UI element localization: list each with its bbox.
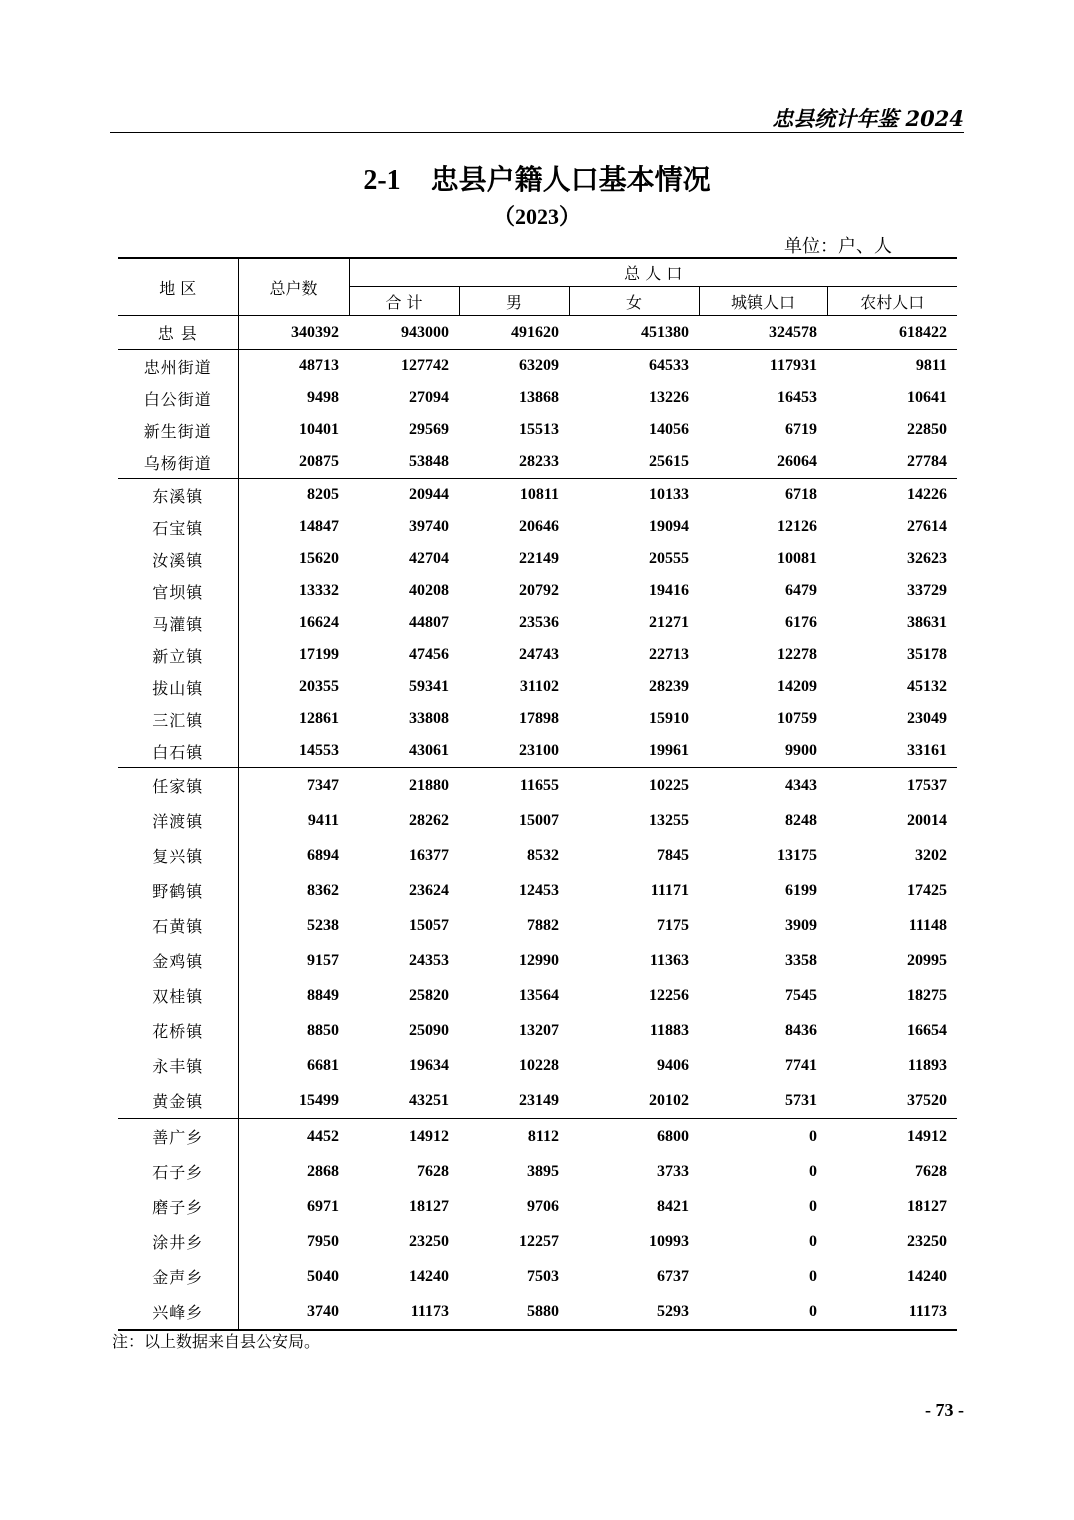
row-area: 金声乡 [118, 1259, 238, 1294]
cell-households: 6971 [307, 1197, 339, 1215]
cell-male: 23100 [459, 735, 569, 768]
cell-rural: 3202 [915, 846, 948, 864]
cell-households: 10401 [299, 421, 339, 438]
header-female: 女 [569, 287, 699, 316]
cell-female: 12256 [649, 986, 689, 1004]
cell-male: 9706 [527, 1197, 559, 1215]
cell-urban: 26064 [699, 446, 827, 479]
cell-male: 8112 [527, 1127, 559, 1145]
row-area: 任家镇 [118, 768, 238, 804]
cell-rural: 37520 [827, 1083, 957, 1119]
cell-total: 33808 [409, 710, 449, 727]
cell-male: 8532 [527, 846, 559, 864]
cell-urban: 16453 [777, 389, 817, 406]
cell-urban: 10081 [777, 550, 817, 567]
cell-households: 9411 [307, 811, 339, 829]
cell-households: 15620 [299, 550, 339, 567]
cell-households: 12861 [299, 710, 339, 727]
row-area: 涂井乡 [118, 1224, 238, 1259]
cell-urban: 4343 [785, 776, 817, 794]
cell-female: 13255 [649, 811, 689, 829]
cell-urban: 0 [809, 1232, 817, 1250]
row-area: 洋渡镇 [118, 803, 238, 838]
cell-female: 20555 [649, 550, 689, 567]
table-row [118, 1294, 957, 1330]
table-row [118, 1189, 957, 1224]
cell-total: 23250 [409, 1232, 449, 1250]
source-note: 注：以上数据来自县公安局。 [112, 1332, 321, 1351]
table-body [118, 316, 957, 1331]
table-row [118, 768, 957, 804]
cell-female: 21271 [649, 614, 689, 631]
cell-urban: 7545 [785, 986, 817, 1004]
cell-urban: 7741 [785, 1056, 817, 1074]
cell-households: 14553 [238, 735, 349, 768]
cell-female: 13226 [649, 389, 689, 406]
cell-urban: 6176 [785, 614, 817, 631]
cell-rural: 33161 [827, 735, 957, 768]
cell-urban: 5731 [699, 1083, 827, 1119]
row-area: 兴峰乡 [118, 1294, 238, 1330]
cell-households: 4452 [307, 1127, 339, 1145]
table-row [118, 607, 957, 639]
cell-urban: 3358 [785, 951, 817, 969]
row-area: 双桂镇 [118, 978, 238, 1013]
cell-rural: 17425 [907, 881, 948, 899]
table-row [118, 1259, 957, 1294]
cell-total: 16377 [409, 846, 449, 864]
cell-female: 11171 [650, 881, 689, 899]
cell-male: 63209 [519, 357, 559, 374]
cell-urban: 0 [699, 1294, 827, 1330]
cell-rural: 18127 [907, 1197, 948, 1215]
cell-male: 10228 [519, 1056, 559, 1074]
row-area: 复兴镇 [118, 838, 238, 873]
cell-female: 28239 [649, 678, 689, 695]
table-row [118, 511, 957, 543]
cell-female: 20102 [569, 1083, 699, 1119]
table-year: （2023） [492, 204, 581, 229]
cell-rural: 23250 [907, 1232, 948, 1250]
cell-male: 12257 [519, 1232, 559, 1250]
cell-households: 8849 [307, 986, 339, 1004]
cell-rural: 9811 [915, 357, 948, 374]
row-area: 忠州街道 [118, 350, 238, 383]
table-row [118, 1083, 957, 1119]
cell-male: 20792 [519, 582, 559, 599]
row-area: 三汇镇 [118, 703, 238, 735]
row-area: 汝溪镇 [118, 543, 238, 575]
cell-male: 5880 [459, 1294, 569, 1330]
cell-total: 14912 [409, 1127, 449, 1145]
cell-female: 6737 [657, 1267, 689, 1285]
cell-female: 7175 [657, 916, 689, 934]
cell-urban: 13175 [777, 846, 817, 864]
cell-female: 11883 [649, 1021, 689, 1039]
cell-rural: 11173 [827, 1294, 957, 1330]
cell-households: 6681 [307, 1056, 339, 1074]
cell-households: 17199 [299, 646, 339, 663]
cell-total: 21880 [409, 776, 449, 794]
table-row [118, 575, 957, 607]
cell-rural: 45132 [907, 678, 948, 695]
cell-male: 7882 [527, 916, 559, 934]
cell-total: 43251 [349, 1083, 459, 1119]
cell-households: 6894 [307, 846, 339, 864]
cell-households: 20355 [299, 678, 339, 695]
cell-female: 5293 [569, 1294, 699, 1330]
table-row [118, 873, 957, 908]
row-area: 金鸡镇 [118, 943, 238, 978]
cell-urban: 6479 [785, 582, 817, 599]
cell-rural: 20014 [907, 811, 948, 829]
cell-female: 451380 [569, 316, 699, 350]
cell-female: 19961 [569, 735, 699, 768]
unit-label: 单位：户、人 [784, 236, 892, 257]
cell-rural: 11148 [908, 916, 948, 934]
cell-households: 2868 [307, 1162, 339, 1180]
table-number: 2-1 [363, 165, 401, 196]
cell-male: 13564 [519, 986, 559, 1004]
cell-total: 53848 [349, 446, 459, 479]
cell-total: 25090 [409, 1021, 449, 1039]
cell-male: 10811 [519, 486, 559, 503]
cell-total: 19634 [409, 1056, 449, 1074]
cell-male: 15513 [519, 421, 559, 438]
cell-male: 12990 [519, 951, 559, 969]
cell-total: 42704 [409, 550, 449, 567]
table-row [118, 414, 957, 446]
cell-female: 14056 [649, 421, 689, 438]
cell-total: 27094 [409, 389, 449, 406]
row-area: 乌杨街道 [118, 446, 238, 479]
row-area: 野鹤镇 [118, 873, 238, 908]
cell-urban: 0 [809, 1162, 817, 1180]
table-row [118, 350, 957, 383]
header-rural: 农村人口 [827, 287, 957, 316]
table-row [118, 908, 957, 943]
cell-rural: 33729 [907, 582, 948, 599]
cell-rural: 14226 [907, 486, 948, 503]
cell-female: 22713 [649, 646, 689, 663]
cell-male: 23536 [519, 614, 559, 631]
cell-urban: 3909 [785, 916, 817, 934]
row-area: 白公街道 [118, 382, 238, 414]
cell-households: 340392 [238, 316, 349, 350]
cell-total: 47456 [409, 646, 449, 663]
table-row [118, 382, 957, 414]
table-row [118, 1224, 957, 1259]
table-row [118, 543, 957, 575]
cell-rural: 18275 [907, 986, 948, 1004]
cell-total: 18127 [409, 1197, 449, 1215]
cell-male: 3895 [527, 1162, 559, 1180]
cell-total: 15057 [409, 916, 449, 934]
cell-male: 11655 [519, 776, 559, 794]
cell-total: 23624 [409, 881, 449, 899]
row-area: 官坝镇 [118, 575, 238, 607]
cell-total: 7628 [417, 1162, 449, 1180]
cell-female: 3733 [657, 1162, 689, 1180]
cell-rural: 27784 [827, 446, 957, 479]
table-row [118, 978, 957, 1013]
header-area: 地 区 [118, 258, 238, 316]
cell-total: 59341 [409, 678, 449, 695]
header-total-population: 总 人 口 [624, 264, 683, 283]
cell-urban: 0 [809, 1267, 817, 1285]
cell-urban: 10759 [777, 710, 817, 727]
table-row [118, 703, 957, 735]
page-number: - 73 - [925, 1400, 964, 1420]
table-row [118, 1154, 957, 1189]
table-row [118, 943, 957, 978]
cell-male: 28233 [459, 446, 569, 479]
cell-female: 10993 [649, 1232, 689, 1250]
table-row [118, 838, 957, 873]
cell-male: 24743 [519, 646, 559, 663]
cell-households: 7347 [307, 776, 339, 794]
cell-female: 7845 [657, 846, 689, 864]
table-row [118, 1048, 957, 1083]
row-area: 石子乡 [118, 1154, 238, 1189]
table-row [118, 639, 957, 671]
row-area: 永丰镇 [118, 1048, 238, 1083]
cell-households: 8205 [307, 486, 339, 503]
cell-rural: 16654 [907, 1021, 948, 1039]
cell-male: 23149 [459, 1083, 569, 1119]
cell-urban: 9900 [699, 735, 827, 768]
cell-rural: 11893 [907, 1056, 948, 1074]
cell-total: 14240 [409, 1267, 449, 1285]
table-row [118, 671, 957, 703]
cell-urban: 14209 [777, 678, 817, 695]
yearbook-title: 忠县统计年鉴 2024 [772, 106, 964, 131]
cell-total: 11173 [349, 1294, 459, 1330]
cell-urban: 0 [809, 1127, 817, 1145]
cell-total: 943000 [349, 316, 459, 350]
cell-households: 48713 [299, 357, 339, 374]
population-table [118, 257, 957, 1331]
row-area: 善广乡 [118, 1119, 238, 1155]
cell-urban: 324578 [699, 316, 827, 350]
header-total: 合 计 [349, 287, 459, 316]
cell-total: 20944 [409, 486, 449, 503]
cell-male: 31102 [519, 678, 559, 695]
cell-male: 22149 [519, 550, 559, 567]
cell-male: 13207 [519, 1021, 559, 1039]
header-rule [110, 132, 964, 133]
table-row [118, 446, 957, 479]
cell-rural: 14912 [907, 1127, 948, 1145]
cell-households: 20875 [238, 446, 349, 479]
cell-rural: 38631 [907, 614, 948, 631]
cell-rural: 618422 [827, 316, 957, 350]
cell-female: 11363 [649, 951, 689, 969]
cell-rural: 23049 [907, 710, 948, 727]
cell-male: 12453 [519, 881, 559, 899]
table-row [118, 1013, 957, 1048]
cell-female: 64533 [649, 357, 689, 374]
cell-rural: 27614 [907, 518, 948, 535]
cell-total: 43061 [349, 735, 459, 768]
cell-rural: 10641 [907, 389, 948, 406]
cell-urban: 0 [809, 1197, 817, 1215]
table-row [118, 479, 957, 512]
cell-total: 29569 [409, 421, 449, 438]
cell-households: 8850 [307, 1021, 339, 1039]
cell-female: 15910 [649, 710, 689, 727]
cell-total: 40208 [409, 582, 449, 599]
cell-total: 28262 [409, 811, 449, 829]
header-male: 男 [459, 287, 569, 316]
row-area: 马灌镇 [118, 607, 238, 639]
row-area: 石黄镇 [118, 908, 238, 943]
cell-total: 44807 [409, 614, 449, 631]
cell-male: 15007 [519, 811, 559, 829]
cell-households: 5238 [307, 916, 339, 934]
table-row [118, 316, 957, 350]
header-urban: 城镇人口 [699, 287, 827, 316]
cell-urban: 8248 [785, 811, 817, 829]
cell-male: 491620 [459, 316, 569, 350]
cell-female: 25615 [569, 446, 699, 479]
cell-female: 8421 [657, 1197, 689, 1215]
cell-female: 9406 [657, 1056, 689, 1074]
cell-urban: 12126 [777, 518, 817, 535]
row-area: 新立镇 [118, 639, 238, 671]
cell-urban: 6719 [785, 421, 817, 438]
cell-total: 127742 [401, 357, 449, 374]
cell-rural: 35178 [907, 646, 948, 663]
cell-households: 9498 [307, 389, 339, 406]
cell-households: 3740 [238, 1294, 349, 1330]
header-households: 总户数 [238, 258, 349, 316]
cell-households: 13332 [299, 582, 339, 599]
cell-rural: 20995 [907, 951, 948, 969]
cell-total: 39740 [409, 518, 449, 535]
row-area: 白石镇 [118, 735, 238, 768]
row-area: 磨子乡 [118, 1189, 238, 1224]
cell-households: 14847 [299, 518, 339, 535]
cell-male: 7503 [527, 1267, 559, 1285]
row-area: 忠 县 [118, 316, 238, 350]
cell-female: 19416 [649, 582, 689, 599]
table-row [118, 1119, 957, 1155]
row-area: 拔山镇 [118, 671, 238, 703]
cell-female: 19094 [649, 518, 689, 535]
row-area: 新生街道 [118, 414, 238, 446]
cell-urban: 6718 [785, 486, 817, 503]
cell-male: 13868 [519, 389, 559, 406]
cell-female: 6800 [657, 1127, 689, 1145]
cell-total: 24353 [409, 951, 449, 969]
cell-households: 5040 [307, 1267, 339, 1285]
cell-households: 16624 [299, 614, 339, 631]
cell-rural: 14240 [907, 1267, 948, 1285]
cell-rural: 17537 [907, 776, 948, 794]
cell-urban: 117931 [769, 357, 817, 374]
table-row [118, 735, 957, 768]
row-area: 花桥镇 [118, 1013, 238, 1048]
cell-rural: 22850 [907, 421, 948, 438]
cell-male: 20646 [519, 518, 559, 535]
cell-households: 15499 [238, 1083, 349, 1119]
cell-urban: 8436 [785, 1021, 817, 1039]
cell-rural: 7628 [915, 1162, 948, 1180]
row-area: 黄金镇 [118, 1083, 238, 1119]
table-title-text: 忠县户籍人口基本情况 [430, 163, 711, 196]
table-row [118, 803, 957, 838]
cell-rural: 32623 [907, 550, 948, 567]
table-title [0, 158, 1074, 198]
cell-urban: 6199 [785, 881, 817, 899]
cell-households: 7950 [307, 1232, 339, 1250]
cell-male: 17898 [519, 710, 559, 727]
cell-female: 10225 [649, 776, 689, 794]
row-area: 石宝镇 [118, 511, 238, 543]
cell-urban: 12278 [777, 646, 817, 663]
cell-households: 8362 [307, 881, 339, 899]
cell-female: 10133 [649, 486, 689, 503]
cell-households: 9157 [307, 951, 339, 969]
cell-total: 25820 [409, 986, 449, 1004]
row-area: 东溪镇 [118, 479, 238, 512]
